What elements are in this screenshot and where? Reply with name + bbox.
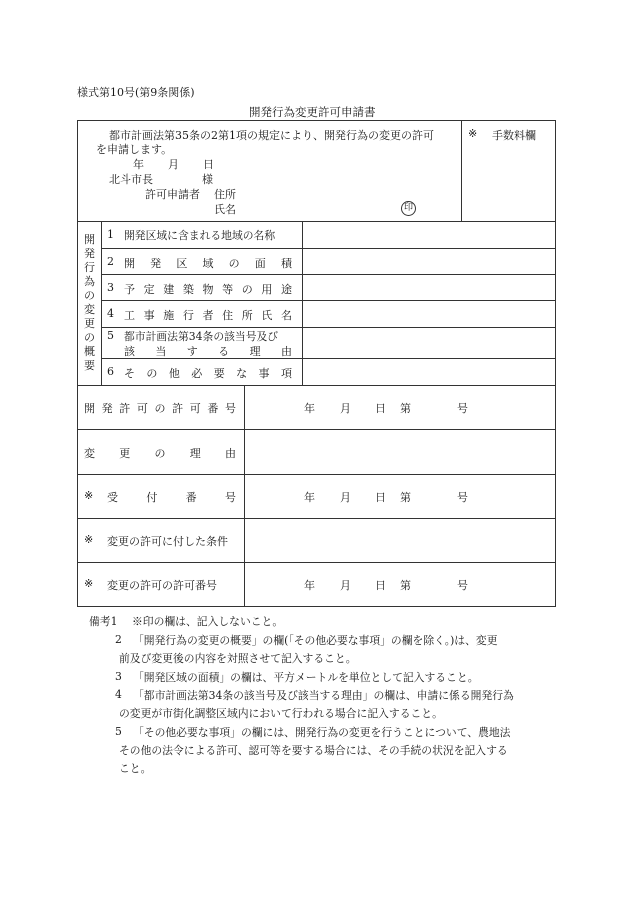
lower-row-line	[77, 429, 556, 430]
seal-mark: 印	[401, 201, 416, 216]
date-year: 年	[133, 158, 144, 171]
table-top-border	[77, 120, 556, 121]
note-4-num: 4	[115, 688, 122, 701]
table-right-border	[555, 120, 556, 607]
application-body-line2: を申請します。	[96, 143, 173, 156]
overview-item-4-label: 工 事 施 行 者 住 所 氏 名	[124, 309, 292, 322]
lower-row-5-month: 月	[340, 579, 351, 592]
note-5-num: 5	[115, 725, 122, 738]
fee-asterisk: ※	[468, 127, 478, 140]
lower-row-line	[77, 562, 556, 563]
lower-row-3-year: 年	[304, 491, 315, 504]
lower-row-3-month: 月	[340, 491, 351, 504]
lower-row-line	[77, 474, 556, 475]
overview-row-line	[101, 300, 556, 301]
overview-row-line	[101, 248, 556, 249]
addressee-name: 北斗市長	[109, 173, 153, 186]
note-2-text-b: 前及び変更後の内容を対照させて記入すること。	[119, 652, 357, 665]
overview-item-1-num: 1	[107, 228, 114, 241]
overview-item-2-label: 開 発 区 域 の 面 積	[124, 257, 292, 270]
overview-label-divider	[302, 221, 303, 385]
overview-section-bottom	[77, 385, 556, 386]
lower-row-5-label: 変更の許可の許可番号	[107, 579, 217, 592]
overview-item-6-num: 6	[107, 365, 114, 378]
addressee-honorific: 様	[202, 173, 213, 186]
note-5-text-a: 「その他必要な事項」の欄には、開発行為の変更を行うことについて、農地法	[133, 726, 511, 739]
lower-row-4-mark: ※	[84, 533, 94, 546]
top-section-bottom	[77, 221, 556, 222]
date-day: 日	[203, 158, 214, 171]
note-5-text-c: こと。	[119, 762, 152, 775]
lower-row-1-dai: 第	[400, 402, 411, 415]
overview-item-5-label-2: 該 当 す る 理 由	[124, 345, 292, 358]
lower-row-1-year: 年	[304, 402, 315, 415]
lower-row-5-mark: ※	[84, 577, 94, 590]
fee-column-divider	[461, 120, 462, 221]
note-5-text-b: その他の法令による許可、認可等を要する場合には、その手続の状況を記入する	[119, 744, 508, 757]
lower-row-3-dai: 第	[400, 491, 411, 504]
note-2-text-a: 「開発行為の変更の概要」の欄(「その他必要な事項」の欄を除く。)は、変更	[133, 634, 498, 647]
note-3-text: 「開発区域の面積」の欄は、平方メートルを単位として記入すること。	[133, 671, 479, 684]
overview-item-6-label: そ の 他 必 要 な 事 項	[124, 367, 292, 380]
name-label: 氏名	[214, 203, 236, 216]
overview-row-line	[101, 274, 556, 275]
form-title: 開発行為変更許可申請書	[249, 105, 376, 119]
lower-row-1-month: 月	[340, 402, 351, 415]
overview-item-1-label: 開発区域に含まれる地域の名称	[124, 229, 276, 242]
overview-item-5-label: 都市計画法第34条の該当号及び	[124, 330, 279, 343]
note-2-num: 2	[115, 633, 122, 646]
lower-label-divider	[244, 385, 245, 606]
lower-row-line	[77, 518, 556, 519]
note-4-text-a: 「都市計画法第34条の該当号及び該当する理由」の欄は、申請に係る開発行為	[133, 689, 514, 702]
note-1-prefix: 備考1	[89, 615, 118, 628]
lower-row-5-go: 号	[457, 579, 468, 592]
applicant-label: 許可申請者	[145, 188, 200, 201]
lower-row-5-day: 日	[375, 579, 386, 592]
lower-row-4-label: 変更の許可に付した条件	[107, 535, 228, 548]
lower-row-2-label: 変 更 の 理 由	[84, 447, 236, 460]
form-number: 様式第10号(第9条関係)	[77, 86, 195, 99]
overview-item-3-label: 予 定 建 築 物 等 の 用 途	[124, 283, 292, 296]
address-label: 住所	[214, 188, 236, 201]
lower-row-3-label: 受 付 番 号	[107, 491, 236, 504]
overview-item-5-num: 5	[107, 329, 114, 342]
lower-row-1-day: 日	[375, 402, 386, 415]
lower-row-3-day: 日	[375, 491, 386, 504]
date-month: 月	[168, 158, 179, 171]
overview-side-label: 開 発 行 為 の 変 更 の 概 要	[84, 233, 95, 372]
overview-side-divider	[101, 221, 102, 385]
lower-row-3-mark: ※	[84, 489, 94, 502]
note-4-text-b: の変更が市街化調整区域内において行われる場合に記入すること。	[119, 707, 443, 720]
note-3-num: 3	[115, 670, 122, 683]
overview-item-2-num: 2	[107, 255, 114, 268]
application-body-line1: 都市計画法第35条の2第1項の規定により、開発行為の変更の許可	[109, 129, 434, 142]
lower-row-1-label: 開 発 許 可 の 許 可 番 号	[84, 402, 236, 415]
table-bottom-border	[77, 606, 556, 607]
lower-row-5-dai: 第	[400, 579, 411, 592]
note-1-text: ※印の欄は、記入しないこと。	[132, 615, 284, 628]
overview-item-3-num: 3	[107, 281, 114, 294]
lower-row-3-go: 号	[457, 491, 468, 504]
overview-item-4-num: 4	[107, 307, 114, 320]
fee-label: 手数料欄	[492, 129, 536, 142]
lower-row-5-year: 年	[304, 579, 315, 592]
lower-row-1-go: 号	[457, 402, 468, 415]
overview-row-line	[101, 327, 556, 328]
